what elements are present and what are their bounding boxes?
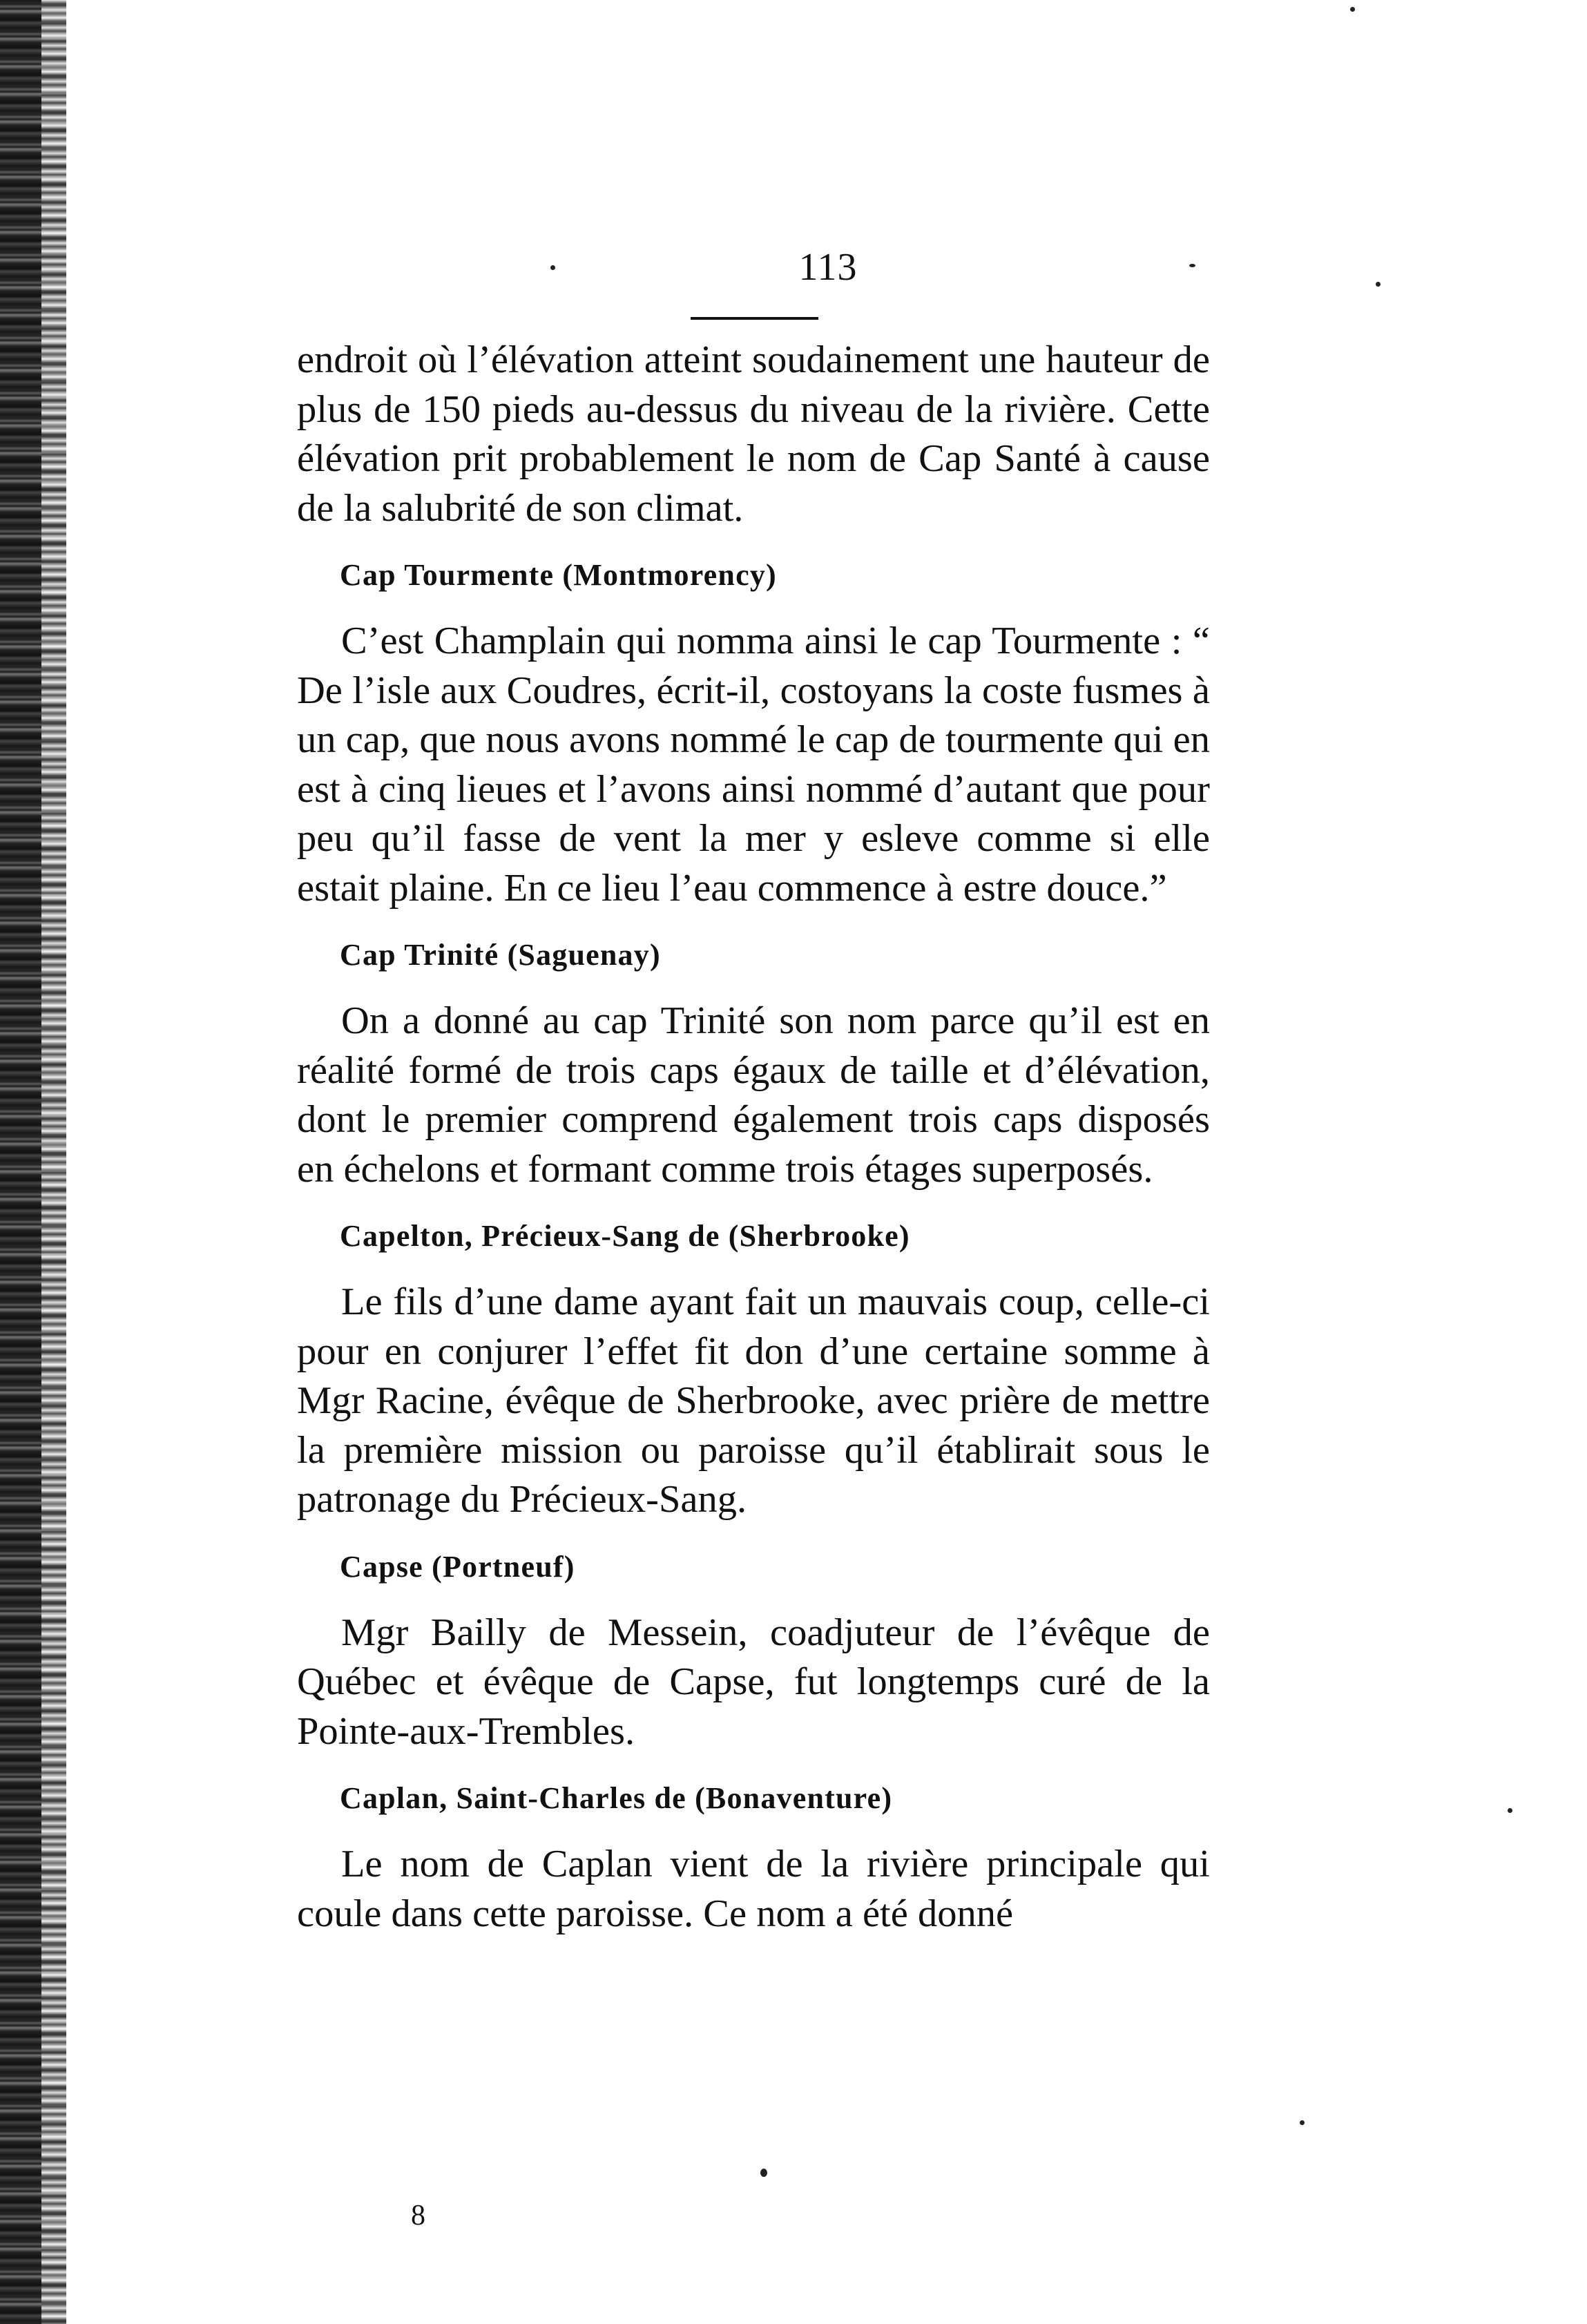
binding-edge (0, 0, 66, 2324)
intro-paragraph: endroit où l’élévation atteint soudainement une hauteur de plus de 150 pieds au-dessus du niveau de la rivière. Cette élévation prit probablement le nom de Cap Santé à cause de la salubrité de son climat. (297, 338, 1210, 530)
header-rule (691, 317, 818, 320)
entry-heading-cap-trinite: Cap Trinité (Saguenay) (340, 938, 661, 972)
entry-text-caplan: Le nom de Caplan vient de la rivière principale qui coule dans cette paroisse. Ce nom a été donné (297, 1843, 1210, 1935)
entry-heading-cap-tourmente: Cap Tourmente (Montmorency) (340, 558, 777, 592)
scan-speck (1508, 1808, 1512, 1813)
entry-text-cap-trinite: On a donné au cap Trinité son nom parce qu’il est en réalité formé de trois caps égaux de taille et d’élévation, dont le premier comprend également trois caps disposés en échelons et formant comme trois étages superposés. (297, 999, 1210, 1191)
scan-speck (1300, 2120, 1305, 2125)
entry-heading-capelton: Capelton, Précieux-Sang de (Sherbrooke) (340, 1219, 910, 1253)
entry-heading-capse: Capse (Portneuf) (340, 1549, 575, 1584)
page-number: 113 (798, 246, 858, 289)
entry-text-capelton: Le fils d’une dame ayant fait un mauvais coup, celle-ci pour en conjurer l’effet fit don d’une certaine somme à Mgr Racine, évêque de Sherbrooke, avec prière de mettre la première mission ou paroisse qu’il établirait sous le patronage du Précieux-Sang. (297, 1280, 1210, 1521)
entry-text-capse: Mgr Bailly de Messein, coadjuteur de l’évêque de Québec et évêque de Capse, fut longtemps curé de la Pointe-aux-Trembles. (297, 1611, 1210, 1753)
signature-mark: 8 (411, 2200, 425, 2231)
scan-speck (760, 2169, 767, 2177)
text-block (297, 336, 1210, 1939)
entry-text-cap-tourmente: C’est Champlain qui nomma ainsi le cap Tourmente : “ De l’isle aux Coudres, écrit-il, costoyans la coste fusmes à un cap, que nous avons nommé le cap de tourmente qui en est à cinq lieues et l’avons ainsi nommé d’autant que pour peu qu’il fasse de vent la mer y esleve comme si elle estait plaine. En ce lieu l’eau commence à estre douce.” (297, 620, 1210, 910)
entry-heading-caplan: Caplan, Saint-Charles de (Bonaventure) (340, 1781, 893, 1815)
scan-speck (1350, 7, 1355, 12)
